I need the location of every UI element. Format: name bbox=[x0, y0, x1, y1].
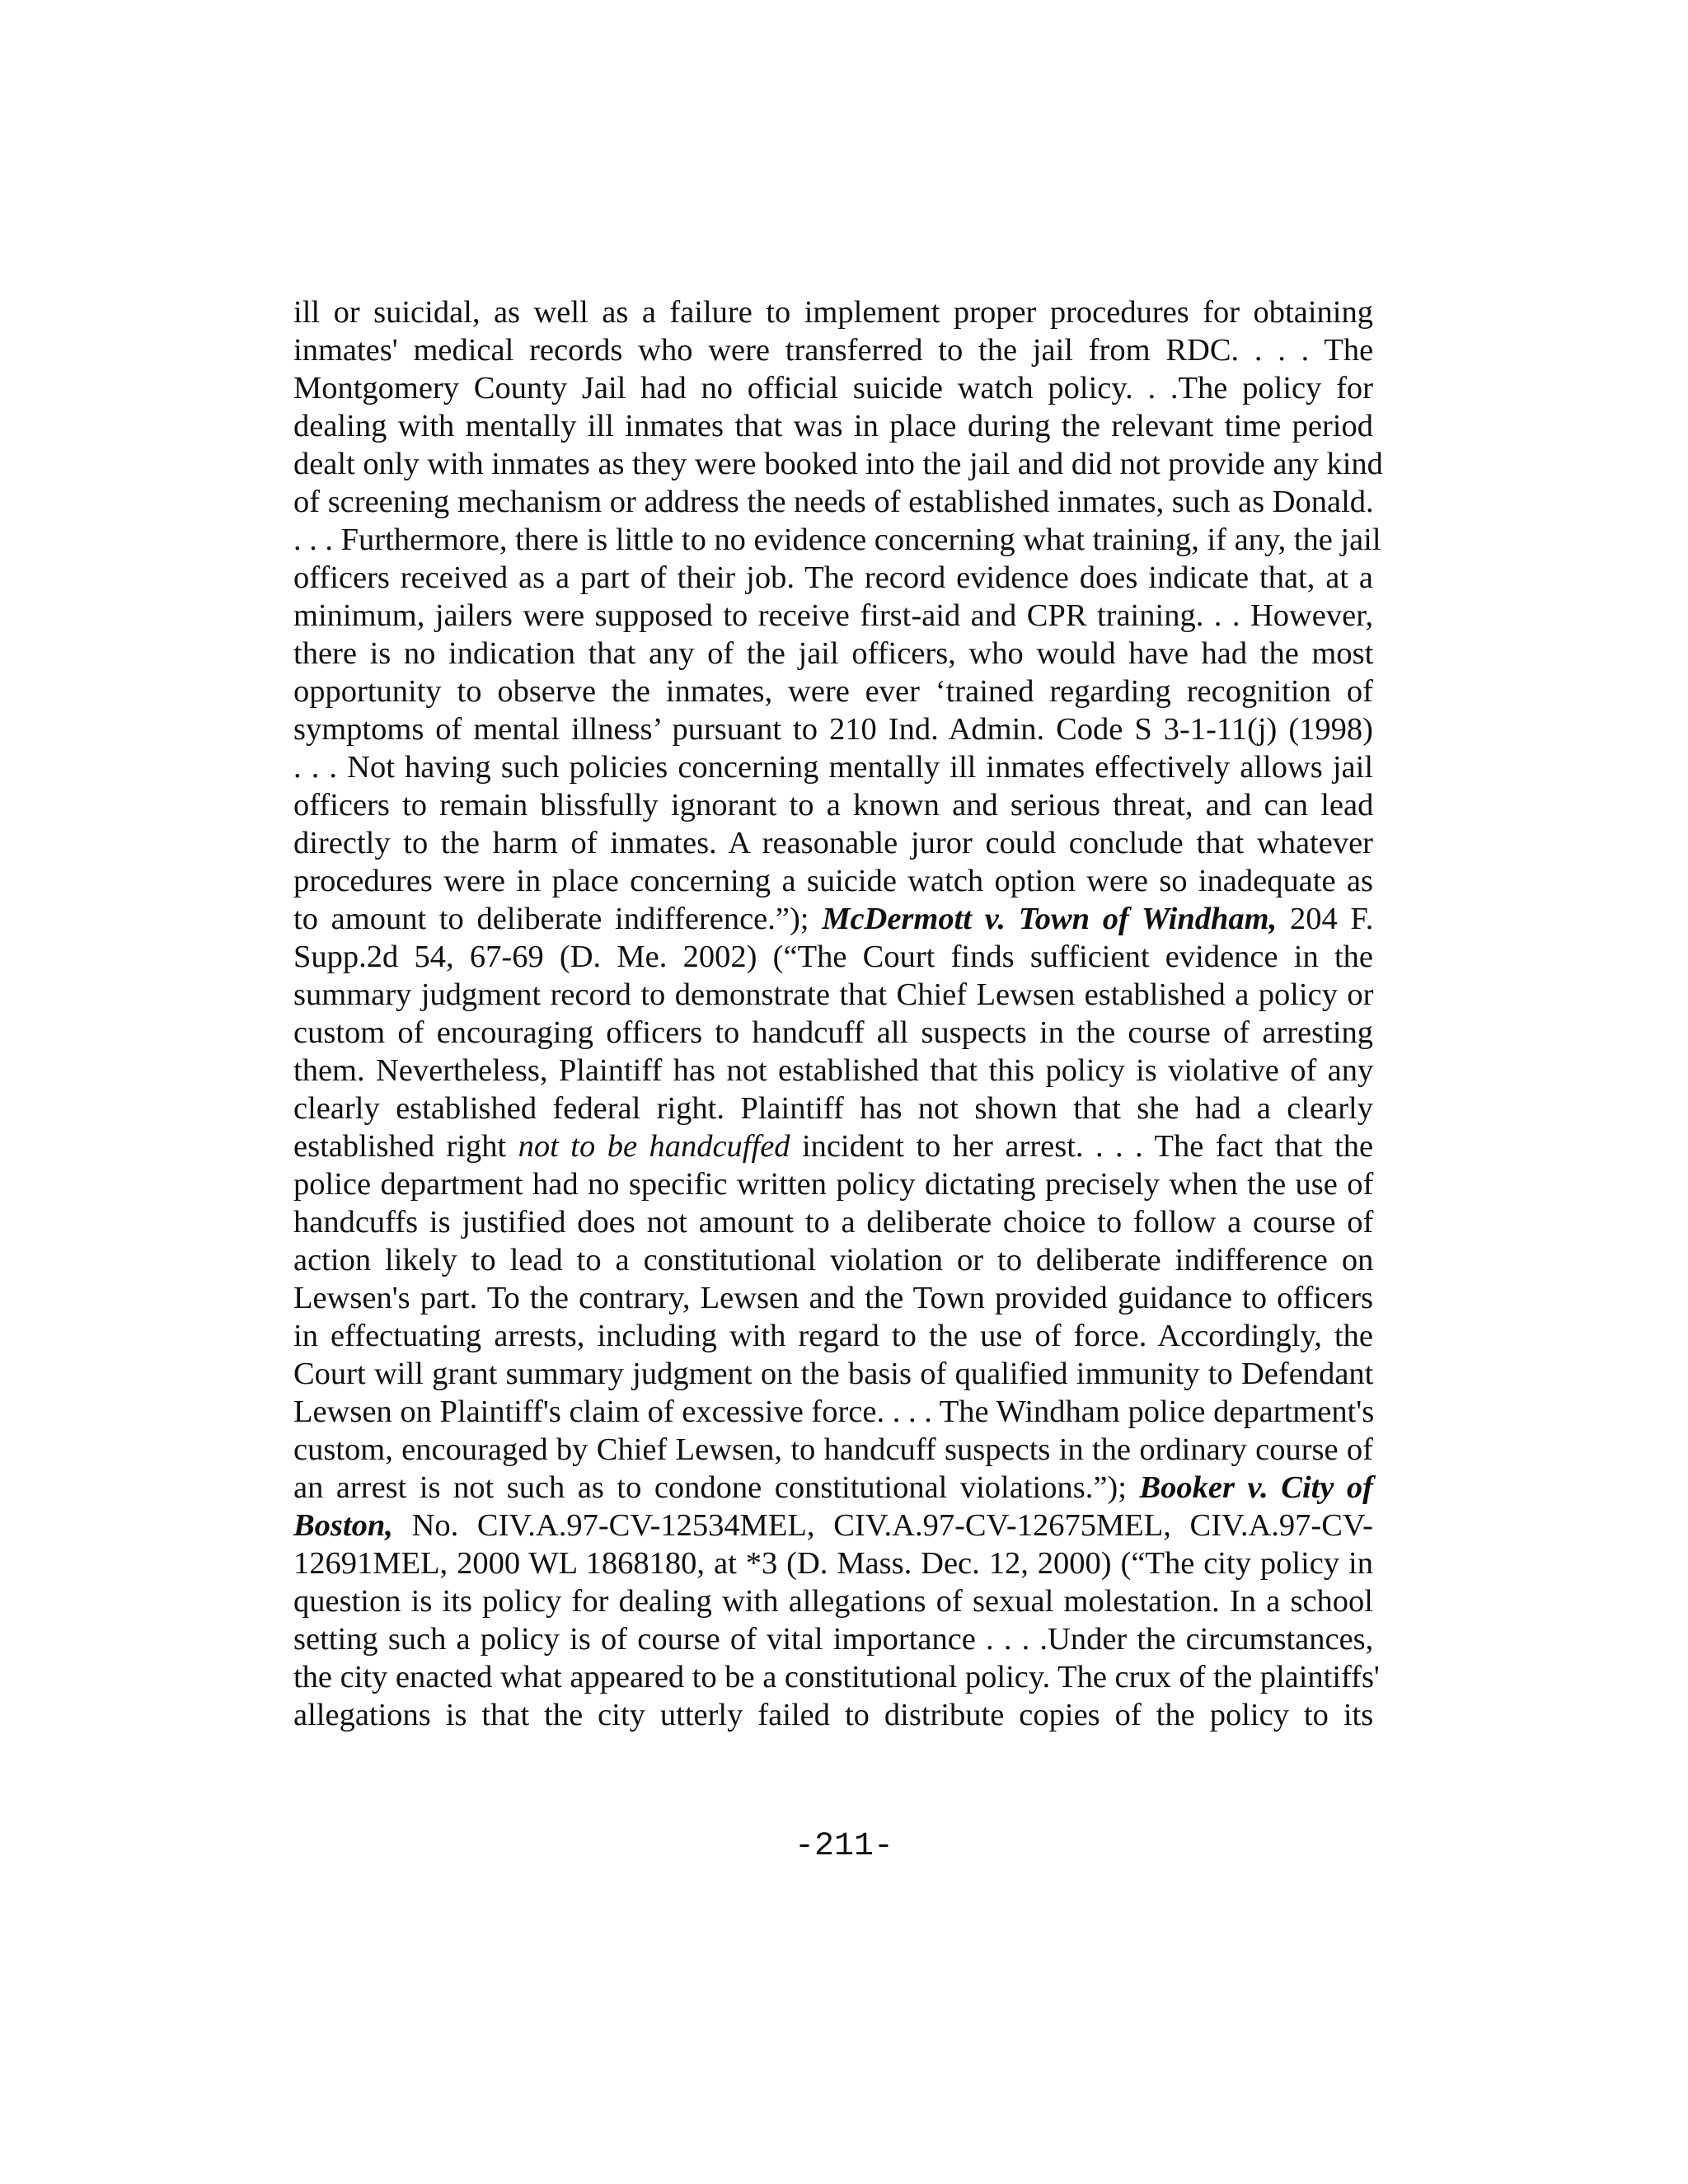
text-segment: custom of encouraging officers to handcuff all suspects in the course of arresting bbox=[293, 1015, 1374, 1050]
text-segment: Montgomery County Jail had no official suicide watch policy. . .The policy for bbox=[293, 371, 1373, 405]
text-segment: ill or suicidal, as well as a failure to implement proper procedures for obtaining bbox=[293, 295, 1373, 330]
text-segment: there is no indication that any of the jail officers, who would have had the most bbox=[293, 636, 1374, 671]
text-line bbox=[293, 976, 1373, 1014]
text-segment: established right bbox=[293, 1129, 518, 1164]
text-segment: Court will grant summary judgment on the basis of qualified immunity to Defendant bbox=[293, 1357, 1374, 1391]
text-line bbox=[293, 1431, 1373, 1469]
text-line bbox=[293, 1014, 1373, 1052]
text-line bbox=[293, 1241, 1373, 1279]
text-line bbox=[293, 635, 1373, 673]
text-line bbox=[293, 369, 1373, 407]
text-line bbox=[293, 1696, 1373, 1734]
text-segment: procedures were in place concerning a suicide watch option were so inadequate as bbox=[293, 864, 1373, 898]
text-line bbox=[293, 483, 1373, 521]
text-line bbox=[293, 597, 1373, 635]
text-line bbox=[293, 1469, 1373, 1507]
text-segment: action likely to lead to a constitutional violation or to deliberate indifference on bbox=[293, 1243, 1374, 1277]
text-line bbox=[293, 445, 1383, 483]
text-segment: opportunity to observe the inmates, were ever ‘trained regarding recognition of bbox=[293, 674, 1373, 709]
text-line bbox=[293, 748, 1373, 786]
text-line bbox=[293, 786, 1373, 824]
case-citation: Boston, bbox=[293, 1508, 393, 1543]
text-line bbox=[293, 862, 1373, 900]
text-segment: them. Nevertheless, Plaintiff has not established that this policy is violative of any bbox=[293, 1053, 1374, 1088]
text-segment: dealt only with inmates as they were booked into the jail and did not provide any kind bbox=[293, 447, 1383, 481]
text-segment: incident to her arrest. . . . The fact that the bbox=[790, 1129, 1374, 1164]
text-line bbox=[293, 1090, 1373, 1127]
emphasis-text: not to be handcuffed bbox=[518, 1129, 790, 1164]
text-segment: . . . Not having such policies concerning mentally ill inmates effectively allows jail bbox=[293, 750, 1374, 785]
text-line bbox=[293, 710, 1373, 748]
text-segment: of screening mechanism or address the needs of established inmates, such as Donald. bbox=[293, 485, 1374, 519]
text-line bbox=[293, 293, 1373, 331]
text-line bbox=[293, 1317, 1373, 1355]
text-segment: directly to the harm of inmates. A reasonable juror could conclude that whatever bbox=[293, 826, 1373, 860]
text-line bbox=[293, 407, 1373, 445]
text-segment: officers received as a part of their job. The record evidence does indicate that, at a bbox=[293, 560, 1374, 595]
text-segment: an arrest is not such as to condone constitutional violations.”); bbox=[293, 1470, 1140, 1505]
text-line bbox=[293, 559, 1373, 597]
text-segment: 204 F. bbox=[1277, 902, 1374, 936]
text-segment: Supp.2d 54, 67-69 (D. Me. 2002) (“The Court finds sufficient evidence in the bbox=[293, 940, 1373, 974]
text-segment: Lewsen's part. To the contrary, Lewsen and the Town provided guidance to officers bbox=[293, 1281, 1373, 1315]
text-segment: allegations is that the city utterly failed to distribute copies of the policy to its bbox=[293, 1698, 1374, 1732]
text-line bbox=[293, 1393, 1373, 1431]
text-segment: minimum, jailers were supposed to receive first-aid and CPR training. . . However, bbox=[293, 598, 1374, 633]
text-line bbox=[293, 521, 1381, 559]
text-segment: Lewsen on Plaintiff's claim of excessive force. . . . The Windham police department's bbox=[293, 1394, 1375, 1429]
text-segment: to amount to deliberate indifference.”); bbox=[293, 902, 823, 936]
text-line bbox=[293, 1355, 1373, 1393]
text-line bbox=[293, 1127, 1373, 1165]
text-line bbox=[293, 331, 1373, 369]
text-segment: No. CIV.A.97-CV-12534MEL, CIV.A.97-CV-12675MEL, CIV.A.97-CV- bbox=[392, 1508, 1373, 1543]
text-line bbox=[293, 1620, 1373, 1658]
text-segment: inmates' medical records who were transferred to the jail from RDC. . . . The bbox=[293, 333, 1374, 368]
text-segment: summary judgment record to demonstrate that Chief Lewsen established a policy or bbox=[293, 977, 1374, 1012]
text-line bbox=[293, 1279, 1373, 1317]
text-segment: clearly established federal right. Plaintiff has not shown that she had a clearly bbox=[293, 1091, 1373, 1126]
text-line bbox=[293, 1507, 1373, 1544]
case-citation: Booker v. City of bbox=[1139, 1470, 1374, 1505]
text-segment: setting such a policy is of course of vital importance . . . .Under the circumstances, bbox=[293, 1622, 1374, 1657]
text-segment: question is its policy for dealing with allegations of sexual molestation. In a school bbox=[293, 1584, 1373, 1619]
text-line bbox=[293, 1052, 1373, 1090]
text-line bbox=[293, 938, 1373, 976]
text-segment: . . . Furthermore, there is little to no evidence concerning what training, if any, the jail bbox=[293, 523, 1381, 557]
text-line bbox=[293, 673, 1373, 710]
text-segment: police department had no specific written policy dictating precisely when the use of bbox=[293, 1167, 1374, 1202]
text-segment: 12691MEL, 2000 WL 1868180, at *3 (D. Mass. Dec. 12, 2000) (“The city policy in bbox=[293, 1546, 1373, 1581]
case-citation: McDermott v. Town of Windham, bbox=[822, 902, 1278, 936]
text-line bbox=[293, 1165, 1373, 1203]
text-line bbox=[293, 1658, 1380, 1696]
text-segment: the city enacted what appeared to be a constitutional policy. The crux of the plaintiffs' bbox=[293, 1660, 1380, 1694]
text-segment: in effectuating arrests, including with regard to the use of force. Accordingly, the bbox=[293, 1319, 1373, 1353]
text-segment: custom, encouraged by Chief Lewsen, to handcuff suspects in the ordinary course of bbox=[293, 1432, 1373, 1467]
text-segment: dealing with mentally ill inmates that was in place during the relevant time period bbox=[293, 409, 1373, 443]
text-segment: symptoms of mental illness’ pursuant to 210 Ind. Admin. Code S 3-1-11(j) (1998) bbox=[293, 712, 1373, 747]
text-line bbox=[293, 900, 1373, 938]
body-text bbox=[293, 293, 1383, 1734]
page-number: -211- bbox=[794, 1828, 894, 1865]
text-line bbox=[293, 824, 1373, 862]
text-line bbox=[293, 1544, 1373, 1582]
text-line bbox=[293, 1203, 1373, 1241]
text-segment: officers to remain blissfully ignorant to a known and serious threat, and can lead bbox=[293, 788, 1374, 823]
text-line bbox=[293, 1582, 1373, 1620]
text-segment: handcuffs is justified does not amount to a deliberate choice to follow a course of bbox=[293, 1205, 1374, 1240]
